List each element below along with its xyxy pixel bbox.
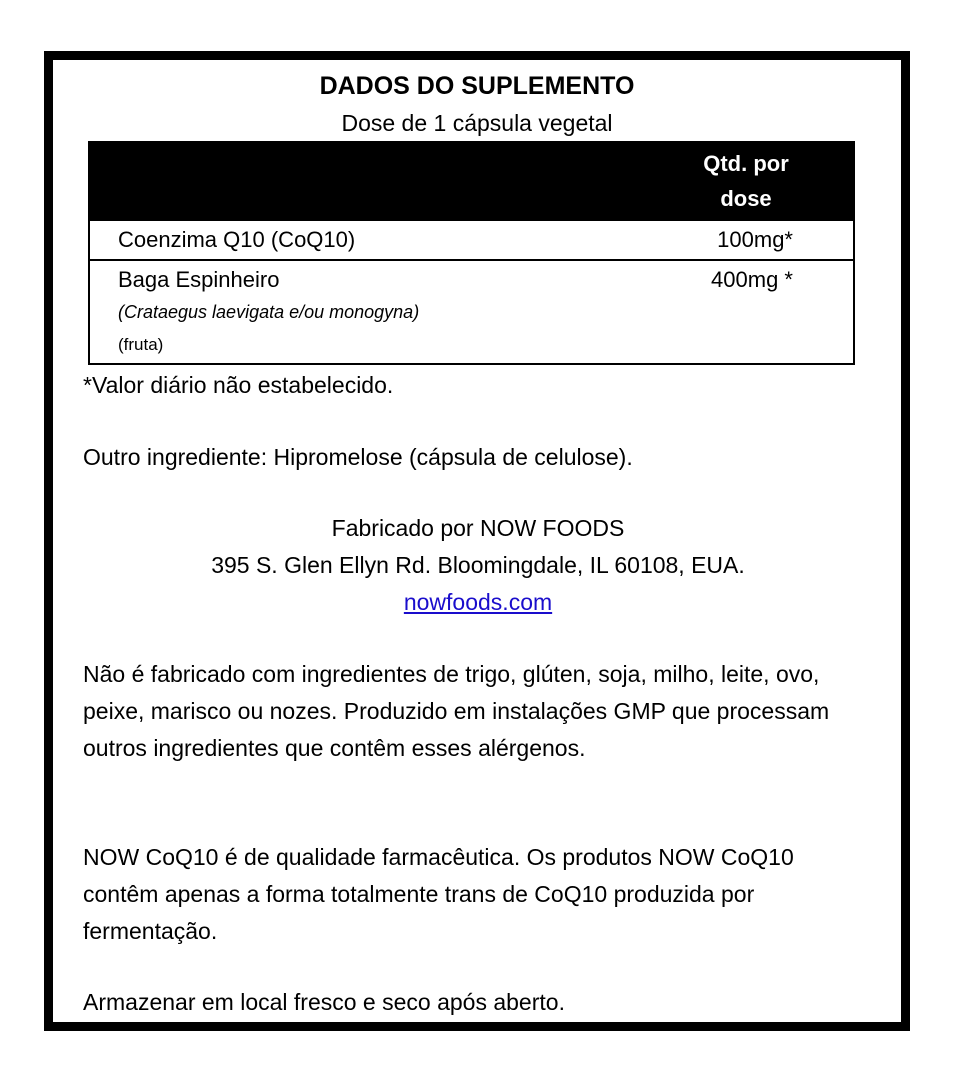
manufacturer-address: 395 S. Glen Ellyn Rd. Bloomingdale, IL 60108, EUA. — [211, 552, 745, 578]
quality-statement: NOW CoQ10 é de qualidade farmacêutica. Os produtos NOW CoQ10 contêm apenas a forma totalmente trans de CoQ10 produzida por fermentação. — [83, 844, 794, 944]
label-title: DADOS DO SUPLEMENTO — [319, 72, 635, 100]
table-header — [90, 141, 853, 219]
other-ingredients: Outro ingrediente: Hipromelose (cápsula de celulose). — [83, 444, 633, 470]
ingredient-amount: 100mg* — [717, 227, 793, 252]
ingredient-name: Coenzima Q10 (CoQ10) — [118, 227, 356, 252]
serving-size: Dose de 1 cápsula vegetal — [341, 110, 613, 136]
table-row — [90, 259, 853, 363]
manufacturer-name: Fabricado por NOW FOODS — [331, 515, 625, 541]
allergen-statement: Não é fabricado com ingredientes de trigo, glúten, soja, milho, leite, ovo, peixe, marisco ou nozes. Produzido em instalações GMP que processam outros ingredientes que contêm esses alérgenos. — [83, 661, 830, 761]
amount-per-serving-header: Qtd. por dose — [703, 151, 789, 211]
supplement-label — [44, 51, 910, 1031]
ingredient-amount: 400mg * — [711, 267, 793, 292]
supplement-facts-table — [88, 141, 855, 365]
storage-instructions: Armazenar em local fresco e seco após aberto. — [83, 989, 565, 1015]
website-link[interactable]: nowfoods.com — [403, 589, 553, 615]
manufacturer-info — [83, 510, 873, 621]
table-row — [90, 219, 853, 259]
ingredient-plant-part: (fruta) — [118, 335, 164, 354]
ingredient-name: Baga Espinheiro — [118, 267, 280, 292]
ingredient-latin-name: (Crataegus laevigata e/ou monogyna) — [118, 302, 420, 322]
daily-value-footnote: *Valor diário não estabelecido. — [83, 372, 394, 398]
